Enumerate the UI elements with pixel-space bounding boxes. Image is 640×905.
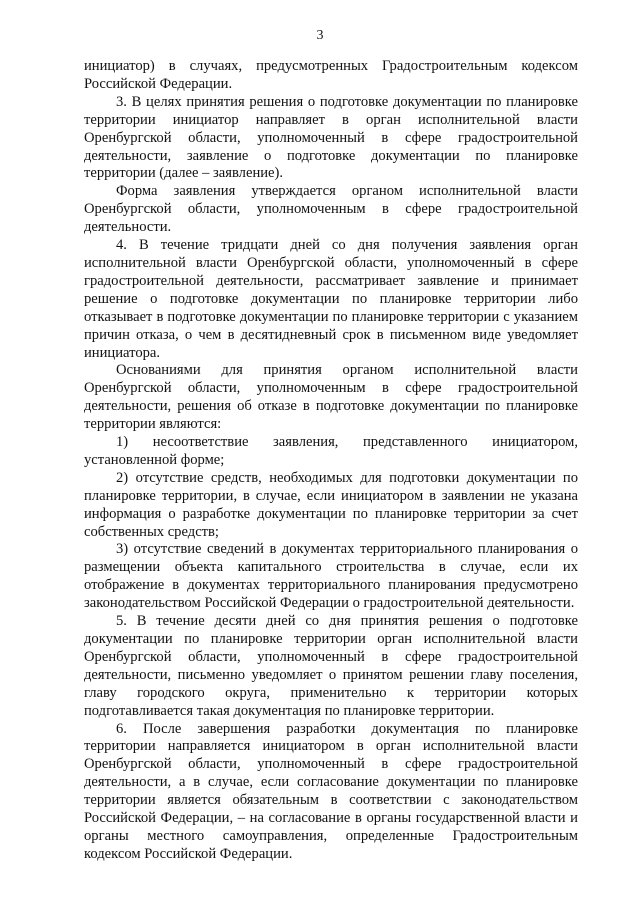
- list-item-ground-2: 2) отсутствие средств, необходимых для подготовки документации по планировке территории, в случае, если инициатором в заявлении не указана информация о разработке документации по планировке территории за счет собственных средств;: [84, 469, 578, 540]
- paragraph-refusal-grounds: Основаниями для принятия органом исполнительной власти Оренбургской области, уполномоченным в сфере градостроительной деятельности, решения об отказе в подготовке документации по планировке территории являются:: [84, 362, 578, 433]
- paragraph-application-form: Форма заявления утверждается органом исполнительной власти Оренбургской области, уполномоченным в сфере градостроительной деятельности.: [84, 183, 578, 236]
- page-number: 3: [316, 28, 324, 43]
- list-item-ground-3: 3) отсутствие сведений в документах территориального планирования о размещении объекта капитального строительства в случае, если их отображение в документах территориального планирования предусмотрено законодательством Российской Федерации о градостроительной деятельности.: [84, 541, 578, 612]
- paragraph-item-5: 5. В течение десяти дней со дня принятия решения о подготовке документации по планировке территории орган исполнительной власти Оренбургской области, уполномоченный в сфере градостроительной деятельности, письменно уведомляет о принятом решении главу поселения, главу городского округа, применительно к территории которых подготавливается такая документация по планировке территории.: [84, 613, 578, 719]
- paragraph-item-3: 3. В целях принятия решения о подготовке документации по планировке территории инициатор направляет в орган исполнительной власти Оренбургской области, уполномоченный в сфере градостроительной деятельности, заявление о подготовке документации по планировке территории (далее – заявление).: [84, 93, 578, 182]
- paragraph-item-6: 6. После завершения разработки документация по планировке территории направляется инициатором в орган исполнительной власти Оренбургской области, уполномоченный в сфере градостроительной деятельности, а в случае, если согласование документации по планировке территории является обязательным в соответствии с законодательством Российской Федерации, – на согласование в органы государственной власти и органы местного самоуправления, определенные Градостроительным кодексом Российской Федерации.: [84, 720, 578, 862]
- paragraph-continuation: инициатор) в случаях, предусмотренных Градостроительным кодексом Российской Федерации.: [84, 58, 578, 92]
- paragraph-item-4: 4. В течение тридцати дней со дня получения заявления орган исполнительной власти Оренбургской области, уполномоченный в сфере градостроительной деятельности, рассматривает заявление и принимает решение о подготовке документации по планировке территории либо отказывает в подготовке документации по планировке территории с указанием причин отказа, о чем в десятидневный срок в письменном виде уведомляет инициатора.: [84, 237, 578, 361]
- list-item-ground-1: 1) несоответствие заявления, представленного инициатором, установленной форме;: [84, 434, 578, 468]
- document-body: [84, 58, 578, 864]
